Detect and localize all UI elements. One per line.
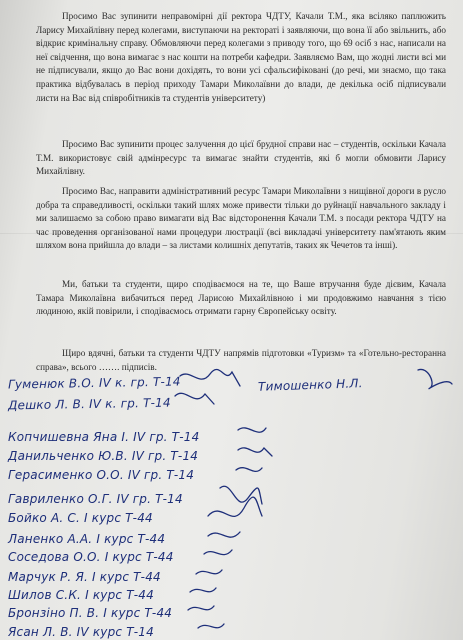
signature-line: Шилов С.К. І курс Т-44 [8, 588, 154, 602]
signature-line: Дешко Л. В. ІV к. гр. Т-14 [7, 395, 171, 413]
signature-scribble [196, 570, 222, 574]
signature-line: Ланенко А.А. І курс Т-44 [8, 532, 166, 546]
signature-scribble [175, 393, 214, 404]
handwritten-signature-marks [0, 366, 463, 640]
paragraph-3: Просимо Вас, направити адміністративний ресурс Тамари Миколаївни з нищівної дороги в русло добра та справедливості, оскільки такий шлях може привести тільки до руйнації навчального закладу і ми залишаємо за собою право вимагати від Вас відсторонення Качали Т.М. з посади ректора ЧДТУ на час проведення організованої нами процедури люстрації (всі викладачі університету пам'ятають яким шляхом вона прийшла до влади – за листами колишніх депутатів, таких як Чечетов та інші). [36, 186, 446, 251]
signature-line: Копчишевна Яна І. ІV гр. Т-14 [8, 430, 200, 444]
paragraph-2: Просимо Вас зупинити процес залучення до цієї брудної справи нас – студентів, оскільки Качала Т.М. використовує свій адмінресурс та вимагає знайти студентів, які б могли обмовити Ларису Михайлівну. [36, 139, 446, 177]
signature-line: Бойко А. С. І курс Т-44 [8, 511, 153, 525]
signature-line: Гуменюк В.О. ІV к. гр. Т-14 [7, 374, 181, 392]
signature-line: Гавриленко О.Г. ІV гр. Т-14 [8, 492, 183, 506]
paragraph-1: Просимо Вас зупинити неправомірні дії ректора ЧДТУ, Качали Т.М., яка всіляко паплюжить Ларису Михайлівну перед колегами, виступаючи на ректораті і заявляючи, що вона її або звільнить, або відкриє кримінальну справу. Обмовляючи перед колегами з приводу того, що 69 осіб з нас, написали на неї свідчення, що вона вимагає з нас кошти на потреби кафедри. Заявляємо Вам, що жодні листи всі ми не підписували, якщо до Вас вони дохідять, то вони усі сфальсифіковані (до речі, ми знаємо, що така практика відбувалась в період приходу Тамари Миколаївни до влади, де декілька осіб підписували листи на Вас від співробітників та студентів університету) [36, 11, 446, 103]
signature-scribble [188, 606, 214, 610]
signature-scribble [180, 369, 240, 386]
signature-scribble [208, 532, 240, 537]
signature-scribble [238, 428, 266, 432]
signature-line: Ясан Л. В. ІV курс Т-14 [8, 625, 154, 639]
signature-line: Бронзіно П. В. І курс Т-44 [8, 606, 173, 620]
paragraph-4: Ми, батьки та студенти, щиро сподіваємося на те, що Ваше втручання буде дієвим, Качала Тамара Миколаївна вибачиться перед Ларисою Михайлівною і ми продовжимо навчання з тією людиною, якій повірили, і сподіваємось отримати гарну Європейську освіту. [36, 279, 446, 317]
signature-scribble [238, 448, 272, 456]
signature-line: Герасименко О.О. ІV гр. Т-14 [8, 468, 195, 482]
signature-line: Данильченко Ю.В. ІV гр. Т-14 [8, 449, 199, 463]
signature-list [0, 366, 463, 640]
signature-line: Марчук Р. Я. І курс Т-44 [8, 570, 161, 584]
signature-line-extra: Тимошенко Н.Л. [257, 376, 363, 394]
signature-scribble [204, 550, 232, 555]
signature-scribble [190, 588, 216, 592]
signature-scribble [418, 369, 452, 388]
signature-scribble [236, 468, 262, 472]
signature-scribble [198, 624, 224, 628]
paragraph-5-closing: Щиро вдячні, батьки та студенти ЧДТУ напрямів підготовки «Туризм» та «Готельно-ресторанна справа», всього ……. підписів. [36, 348, 446, 372]
signature-line: Соседова О.О. І курс Т-44 [8, 550, 174, 564]
signature-scribble [208, 497, 262, 516]
signature-scribble [220, 486, 262, 504]
